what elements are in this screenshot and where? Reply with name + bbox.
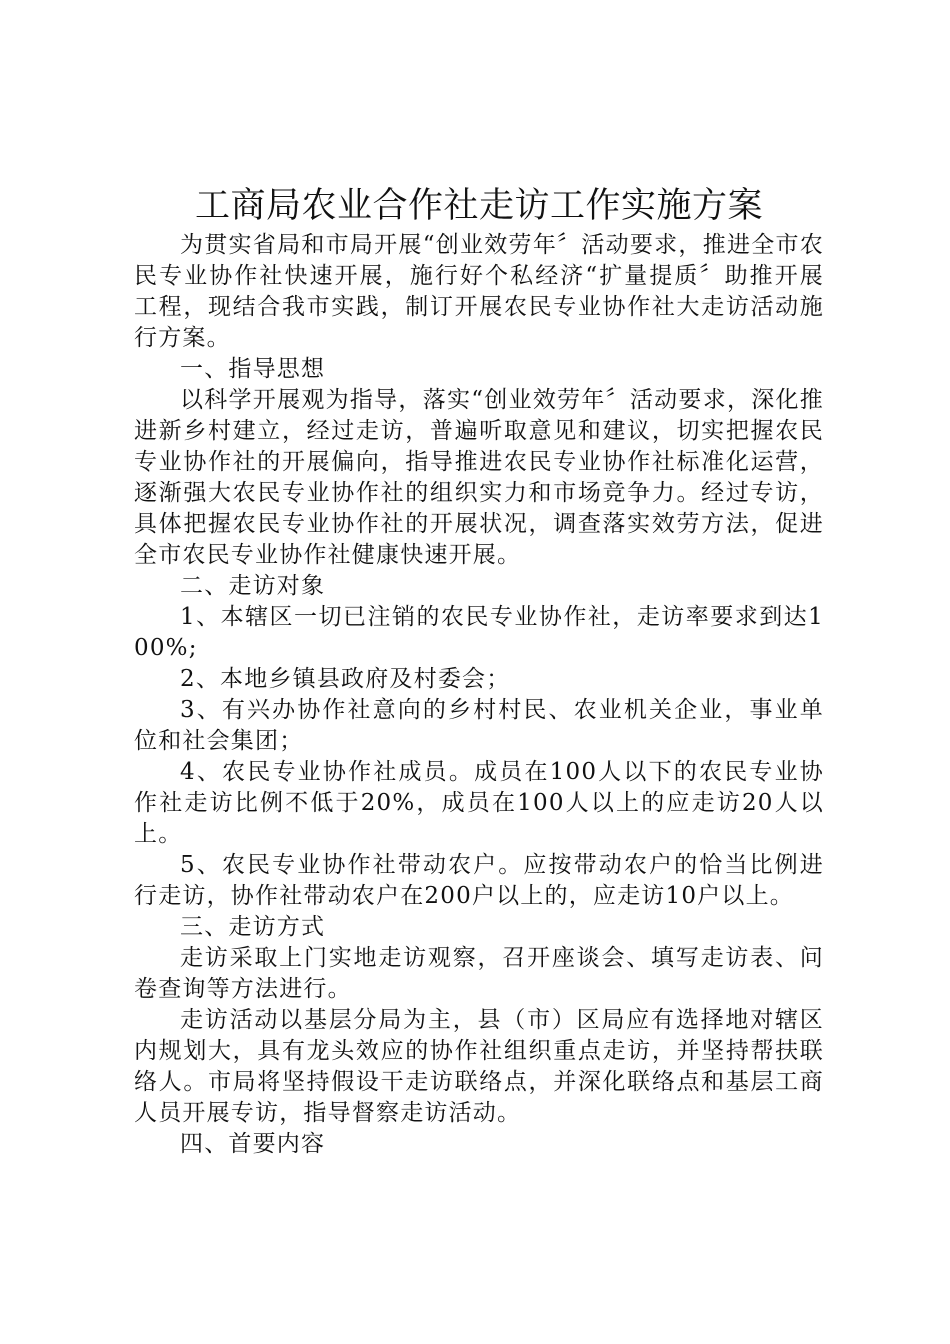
visit-target-item-3: 3、有兴办协作社意向的乡村村民、农业机关企业，事业单位和社会集团；	[134, 697, 824, 754]
guiding-ideology-paragraph: 以科学开展观为指导，落实“创业效劳年〞活动要求，深化推进新乡村建立，经过走访，普遍听取意见和建议，切实把握农民专业协作社的开展偏向，指导推进农民专业协作社标准化运营，逐渐强大农民专业协作社的组织实力和市场竞争力。经过专访，具体把握农民专业协作社的开展状况，调查落实效劳方法，促进全市农民专业协作社健康快速开展。	[134, 387, 824, 568]
visit-methods-paragraph-1: 走访采取上门实地走访观察，召开座谈会、填写走访表、问卷查询等方法进行。	[134, 945, 824, 1002]
document-body	[134, 186, 824, 1160]
visit-target-item-1: 1、本辖区一切已注销的农民专业协作社，走访率要求到达100%;	[134, 604, 824, 661]
section-heading-visit-methods: 三、走访方式	[180, 914, 326, 940]
visit-target-item-5: 5、农民专业协作社带动农户。应按带动农户的恰当比例进行走访，协作社带动农户在200户以上的，应走访10户以上。	[134, 852, 824, 909]
section-heading-main-content: 四、首要内容	[180, 1131, 326, 1157]
section-heading-guiding-ideology: 一、指导思想	[180, 356, 326, 382]
section-heading-visit-targets: 二、走访对象	[180, 573, 326, 599]
visit-target-item-2: 2、本地乡镇县政府及村委会；	[180, 666, 511, 692]
visit-target-item-4: 4、农民专业协作社成员。成员在100人以下的农民专业协作社走访比例不低于20%，成员在100人以上的应走访20人以上。	[134, 759, 824, 847]
visit-methods-paragraph-2: 走访活动以基层分局为主，县（市）区局应有选择地对辖区内规划大，具有龙头效应的协作社组织重点走访，并坚持帮扶联络人。市局将坚持假设干走访联络点，并深化联络点和基层工商人员开展专访，指导督察走访活动。	[134, 1007, 824, 1126]
intro-paragraph: 为贯实省局和市局开展“创业效劳年〞活动要求，推进全市农民专业协作社快速开展，施行好个私经济“扩量提质〞助推开展工程，现结合我市实践，制订开展农民专业协作社大走访活动施行方案。	[134, 232, 824, 351]
document-title: 工商局农业合作社走访工作实施方案	[194, 186, 763, 226]
